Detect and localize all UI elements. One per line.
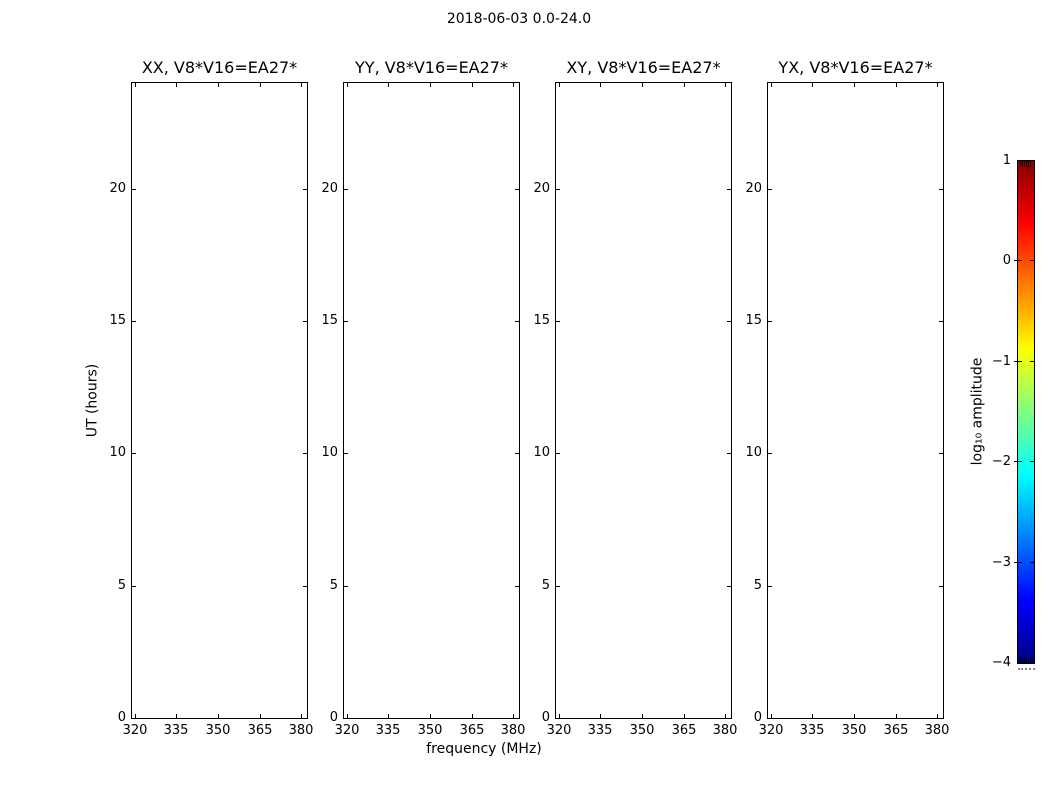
y-tick (344, 586, 348, 587)
colorbar-underline-dots (1018, 668, 1035, 670)
x-tick (260, 83, 261, 87)
x-tick (812, 83, 813, 87)
y-tick-label: 10 (109, 445, 126, 460)
x-tick (642, 714, 643, 718)
colorbar-comb-mark (1020, 657, 1021, 663)
x-tick-label: 320 (758, 723, 784, 738)
subplot-xx (109, 58, 314, 738)
y-tick (132, 321, 136, 322)
x-tick (430, 714, 431, 718)
y-tick-label: 20 (321, 181, 338, 196)
y-tick-label: 0 (541, 710, 550, 725)
subplot-yx (745, 58, 950, 738)
x-tick-label: 335 (587, 723, 613, 738)
y-tick (939, 321, 943, 322)
colorbar-comb-mark (1022, 161, 1023, 167)
y-tick (939, 718, 943, 719)
y-axis-label: UT (hours) (84, 363, 101, 438)
y-tick-label: 10 (321, 445, 338, 460)
x-tick-label: 350 (417, 723, 443, 738)
y-tick-label: 10 (533, 445, 550, 460)
colorbar-tick (1014, 562, 1022, 563)
y-tick-label: 10 (745, 445, 762, 460)
x-tick-label: 365 (671, 723, 697, 738)
colorbar-tick-label: −3 (991, 555, 1011, 570)
x-tick (513, 83, 514, 87)
y-tick (768, 718, 772, 719)
subplot-yy-title: YY, V8*V16=EA27* (355, 58, 508, 77)
y-tick (344, 718, 348, 719)
x-tick (896, 714, 897, 718)
x-tick (725, 83, 726, 87)
x-tick (937, 714, 938, 718)
colorbar-comb-mark (1026, 161, 1027, 167)
x-tick-label: 365 (459, 723, 485, 738)
x-tick (559, 83, 560, 87)
colorbar-comb-mark (1022, 657, 1023, 663)
y-tick-label: 15 (321, 313, 338, 328)
x-tick (684, 714, 685, 718)
x-tick-label: 365 (247, 723, 273, 738)
x-tick-label: 365 (883, 723, 909, 738)
y-tick (556, 321, 560, 322)
x-tick (642, 83, 643, 87)
x-tick-label: 380 (288, 723, 314, 738)
y-tick (768, 189, 772, 190)
y-tick (768, 321, 772, 322)
colorbar-tick (1030, 361, 1034, 362)
y-tick-label: 0 (753, 710, 762, 725)
y-tick-label: 0 (117, 710, 126, 725)
colorbar-tick (1030, 562, 1034, 563)
x-tick (430, 83, 431, 87)
y-tick (132, 189, 136, 190)
colorbar-comb-mark (1024, 161, 1025, 167)
x-tick (388, 714, 389, 718)
x-tick (260, 714, 261, 718)
y-tick (939, 586, 943, 587)
y-tick (768, 586, 772, 587)
x-tick-label: 335 (163, 723, 189, 738)
x-tick (812, 714, 813, 718)
x-tick-label: 380 (712, 723, 738, 738)
y-tick-label: 5 (541, 578, 550, 593)
colorbar-comb-mark (1026, 657, 1027, 663)
subplot-yy (321, 58, 526, 738)
y-tick-label: 20 (745, 181, 762, 196)
x-tick (388, 83, 389, 87)
y-tick-label: 15 (533, 313, 550, 328)
colorbar-comb-mark (1028, 161, 1029, 167)
x-tick-label: 320 (334, 723, 360, 738)
x-tick-label: 380 (500, 723, 526, 738)
colorbar-comb-mark (1030, 161, 1031, 167)
y-tick (344, 453, 348, 454)
y-tick-label: 20 (109, 181, 126, 196)
colorbar-tick (1014, 461, 1022, 462)
colorbar-tick (1030, 260, 1034, 261)
x-tick (301, 83, 302, 87)
y-tick-label: 15 (745, 313, 762, 328)
y-tick (132, 586, 136, 587)
y-tick (344, 321, 348, 322)
colorbar (969, 153, 1035, 670)
y-tick (556, 718, 560, 719)
y-tick-label: 20 (533, 181, 550, 196)
colorbar-comb-mark (1030, 657, 1031, 663)
colorbar-tick-label: −2 (991, 454, 1011, 469)
y-tick-label: 5 (117, 578, 126, 593)
x-tick (684, 83, 685, 87)
x-tick-label: 335 (799, 723, 825, 738)
colorbar-comb-mark (1020, 161, 1021, 167)
x-tick-label: 320 (546, 723, 572, 738)
x-tick-label: 320 (122, 723, 148, 738)
y-tick (344, 189, 348, 190)
x-tick (854, 83, 855, 87)
y-tick-label: 5 (329, 578, 338, 593)
subplot-yx-title: YX, V8*V16=EA27* (778, 58, 933, 77)
x-tick-label: 335 (375, 723, 401, 738)
figure-title: 2018-06-03 0.0-24.0 (446, 11, 592, 27)
x-tick-label: 350 (629, 723, 655, 738)
x-tick-label: 350 (841, 723, 867, 738)
y-tick (939, 189, 943, 190)
x-tick (937, 83, 938, 87)
x-tick (176, 714, 177, 718)
x-tick (771, 83, 772, 87)
colorbar-tick (1014, 260, 1022, 261)
y-tick (556, 189, 560, 190)
colorbar-label: log₁₀ amplitude (969, 357, 986, 466)
colorbar-tick-label: −1 (991, 354, 1011, 369)
x-tick-label: 380 (924, 723, 950, 738)
y-tick-label: 5 (753, 578, 762, 593)
colorbar-tick (1014, 361, 1022, 362)
x-axis-label: frequency (MHz) (426, 741, 542, 757)
x-tick (896, 83, 897, 87)
colorbar-gradient (1017, 160, 1035, 664)
x-tick (218, 83, 219, 87)
subplot-xy-title: XY, V8*V16=EA27* (566, 58, 721, 77)
y-tick (132, 453, 136, 454)
y-tick (556, 586, 560, 587)
x-tick (176, 83, 177, 87)
y-tick-label: 15 (109, 313, 126, 328)
colorbar-tick (1030, 461, 1034, 462)
colorbar-tick-label: −4 (991, 655, 1011, 670)
subplot-xy (533, 58, 738, 738)
x-tick-label: 350 (205, 723, 231, 738)
colorbar-comb-mark (1028, 657, 1029, 663)
subplot-xx-title: XX, V8*V16=EA27* (141, 58, 298, 77)
y-tick (768, 453, 772, 454)
x-tick (218, 714, 219, 718)
x-tick (472, 714, 473, 718)
y-tick (556, 453, 560, 454)
y-tick (132, 718, 136, 719)
x-tick (600, 714, 601, 718)
y-tick-label: 0 (329, 710, 338, 725)
colorbar-comb-mark (1024, 657, 1025, 663)
x-tick (600, 83, 601, 87)
colorbar-tick-label: 1 (1002, 153, 1011, 168)
y-tick (939, 453, 943, 454)
x-tick (472, 83, 473, 87)
x-tick (854, 714, 855, 718)
x-tick (135, 83, 136, 87)
x-tick (347, 83, 348, 87)
colorbar-tick-label: 0 (1002, 253, 1011, 268)
